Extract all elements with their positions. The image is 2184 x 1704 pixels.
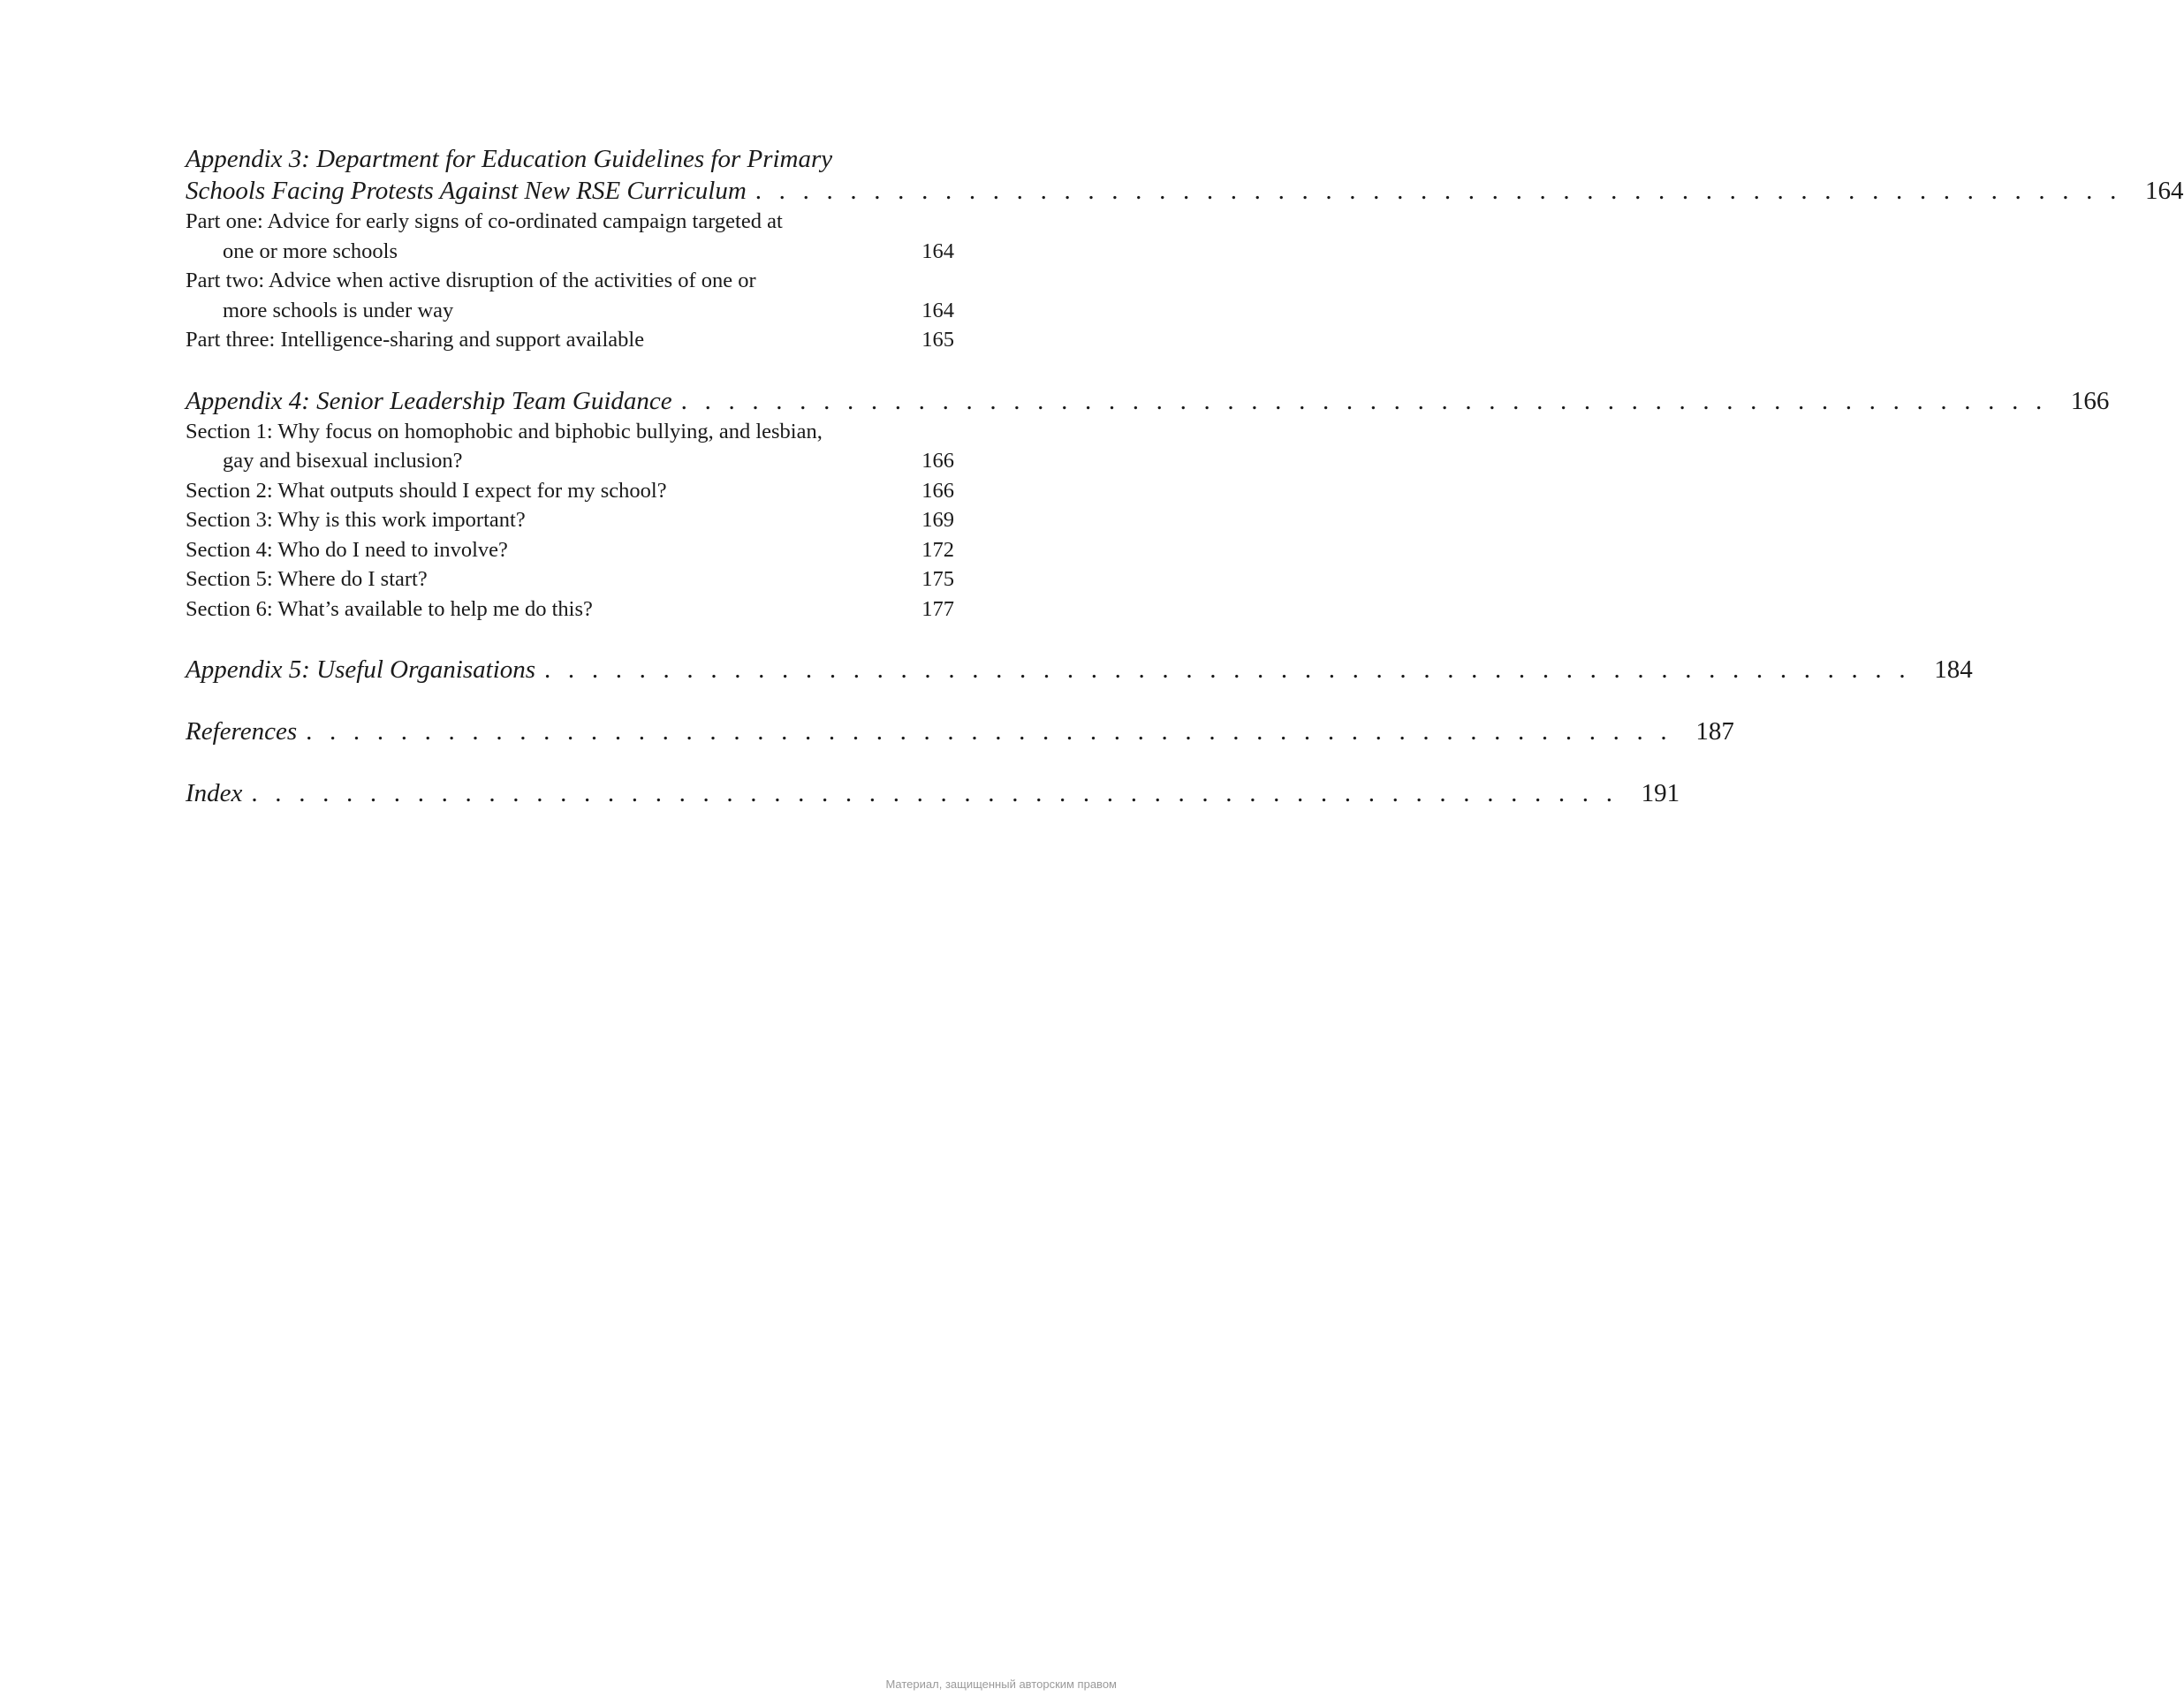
toc-title-line: Appendix 5: Useful Organisations (186, 655, 536, 684)
dot-leader: . . . . . . . . . . . . . . . . . . . . . . . . . . . . . . . . . . . . . . . . . . . . . . . . . . . . . . . . . . (544, 655, 1911, 684)
toc-entry-appendix-5[interactable] (186, 654, 1973, 685)
page-number: 166 (921, 478, 954, 503)
toc-subentry-section-5[interactable] (186, 564, 954, 595)
toc-title-line: Appendix 3: Department for Education Guidelines for Primary (186, 145, 833, 173)
page-number: 187 (1695, 717, 1734, 746)
dot-leader: . . . . . . . . . . . . . . . . . . . . . . . . . . . . . . . . . . . . . . . . . . . . . . . . . . . . . . . . . . (306, 717, 1672, 746)
page-number: 191 (1641, 779, 1680, 807)
dot-leader: . . . . . . . . . . . . . . . . . . . . . . . . . . . . . . . . . . . . . . . . . . . . . . . . . . . . . . . . . . (755, 177, 2122, 205)
toc-title-line: Schools Facing Protests Against New RSE Curriculum (186, 177, 747, 205)
toc-subentry-part-one[interactable] (186, 207, 954, 266)
toc-subentry-text: one or more schools (223, 239, 398, 263)
toc-subentry-section-2[interactable] (186, 476, 954, 506)
dot-leader: . . . . . . . . . . . . . . . . . . . . . . . . . . . . . . . . . . . . . . . . . . . . . . . . . . . . . . . . . . (680, 386, 2048, 415)
copyright-watermark: Материал, защищенный авторским правом (885, 1677, 1117, 1691)
page-number: 166 (921, 449, 954, 473)
table-of-contents (186, 143, 2184, 809)
page-number: 164 (921, 298, 954, 322)
toc-title-line: References (186, 717, 298, 746)
toc-subentry-text: Part one: Advice for early signs of co-ordinated campaign targeted at (186, 209, 783, 233)
toc-subentry-text: Section 1: Why focus on homophobic and biphobic bullying, and lesbian, (186, 419, 823, 443)
page-number: 172 (921, 537, 954, 562)
toc-entry-references[interactable] (186, 716, 1734, 747)
toc-subentry-text: more schools is under way (223, 298, 454, 322)
page-number: 164 (2145, 177, 2184, 205)
toc-entry-index[interactable] (186, 777, 1680, 809)
toc-subentry-section-6[interactable] (186, 595, 954, 625)
dot-leader: . . . . . . . . . . . . . . . . . . . . . . . . . . . . . . . . . . . . . . . . . . . . . . . . . . . . . . . . . . (251, 779, 1619, 807)
toc-subentry-part-two[interactable] (186, 266, 954, 325)
toc-subentry-text: Section 6: What’s available to help me do this? (186, 596, 593, 621)
toc-subentry-text: gay and bisexual inclusion? (223, 449, 463, 473)
toc-entry-appendix-3[interactable] (186, 143, 2184, 207)
toc-subentry-section-3[interactable] (186, 505, 954, 535)
toc-subentry-text: Section 2: What outputs should I expect for my school? (186, 478, 667, 503)
toc-subentry-text: Section 5: Where do I start? (186, 567, 428, 591)
page-number: 184 (1934, 655, 1973, 684)
page-number: 177 (921, 596, 954, 621)
toc-subentry-section-4[interactable] (186, 535, 954, 565)
toc-subentry-text: Section 4: Who do I need to involve? (186, 537, 508, 562)
toc-subentry-part-three[interactable] (186, 325, 954, 355)
toc-subentry-text: Section 3: Why is this work important? (186, 508, 526, 532)
page-number: 165 (921, 328, 954, 352)
toc-title-line: Index (186, 779, 243, 807)
toc-title-line: Appendix 4: Senior Leadership Team Guidance (186, 386, 672, 415)
toc-subentry-text: Part three: Intelligence-sharing and support available (186, 328, 645, 352)
page-number: 164 (921, 239, 954, 263)
page-number: 169 (921, 508, 954, 532)
toc-entry-appendix-4[interactable] (186, 385, 2110, 417)
toc-subentry-text: Part two: Advice when active disruption of the activities of one or (186, 269, 756, 292)
page-number: 175 (921, 567, 954, 591)
page-number: 166 (2070, 386, 2110, 415)
toc-subentry-section-1[interactable] (186, 417, 954, 476)
